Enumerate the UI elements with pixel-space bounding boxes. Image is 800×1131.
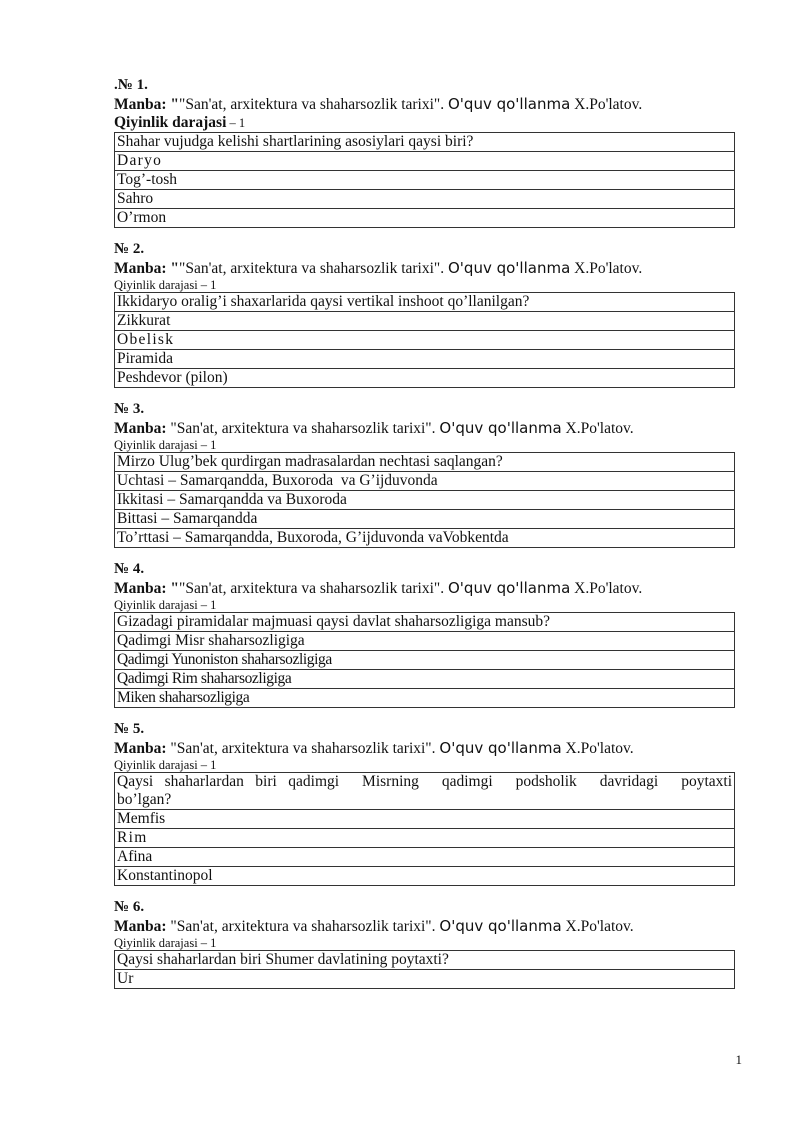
difficulty-line: Qiyinlik darajasi – 1 [114, 598, 217, 612]
question-number: № 3. [114, 401, 145, 417]
answer-option: Qadimgi Misr shaharsozligiga [115, 632, 735, 651]
question-number: № 5. [114, 721, 145, 737]
answer-option: O’rmon [115, 209, 735, 228]
source-label: Manba: [114, 918, 167, 935]
source-label: Manba: [114, 96, 167, 113]
source-label: Manba: [114, 260, 167, 277]
source-type: O'quv qo'llanma [448, 259, 571, 277]
question-text: Gizadagi piramidalar majmuasi qaysi davlat shaharsozligiga mansub? [115, 613, 735, 632]
source-line: Manba: ""San'at, arxitektura va shaharsozlik tarixi". O'quv qo'llanma X.Po'latov. [114, 579, 643, 597]
question-text: Qaysi shaharlardan biri Shumer davlatining poytaxti? [115, 951, 735, 970]
question-number: .№ 1. [114, 77, 148, 93]
difficulty-label: Qiyinlik darajasi [114, 114, 227, 131]
document-page [114, 76, 740, 1001]
answer-option: Miken shaharsozligiga [115, 689, 735, 708]
answer-option: Daryo [115, 152, 735, 171]
source-author: X.Po'latov. [574, 96, 643, 113]
question-table [114, 772, 740, 886]
question-text: Shahar vujudga kelishi shartlarining asosiylari qaysi biri? [115, 133, 735, 152]
answer-option: Ikkitasi – Samarqandda va Buxoroda [115, 491, 735, 510]
answer-option: Piramida [115, 350, 735, 369]
source-label: Manba: [114, 420, 167, 437]
source-type: O'quv qo'llanma [439, 419, 562, 437]
answer-option: Obelisk [115, 331, 735, 350]
source-line [114, 739, 736, 758]
question-text: Qaysi shaharlardan biri qadimgi Misrning qadimgi podsholik davridagi poytaxti bo’lgan? [115, 773, 735, 810]
question-table [114, 132, 735, 228]
source-author: X.Po'latov. [574, 580, 643, 597]
source-type: O'quv qo'llanma [448, 579, 571, 597]
question-number: № 4. [114, 561, 145, 577]
question-block-3 [114, 400, 736, 548]
source-type: O'quv qo'llanma [439, 739, 562, 757]
difficulty-line: Qiyinlik darajasi – 1 [114, 438, 217, 452]
question-number: № 6. [114, 899, 145, 915]
source-title: "San'at, arxitektura va shaharsozlik tarixi". [170, 420, 436, 437]
question-text: Mirzo Ulug’bek qurdirgan madrasalardan nechtasi saqlangan? [115, 453, 735, 472]
source-title: "San'at, arxitektura va shaharsozlik tarixi". [170, 740, 436, 757]
question-table [114, 612, 735, 708]
source-title: "San'at, arxitektura va shaharsozlik tarixi". [170, 918, 436, 935]
answer-option: Bittasi – Samarqandda [115, 510, 735, 529]
question-table [114, 292, 735, 388]
source-author: X.Po'latov. [565, 918, 634, 935]
source-label: Manba: [114, 740, 167, 757]
difficulty-value: – 1 [226, 116, 246, 130]
source-line [114, 419, 736, 438]
answer-option: Tog’-tosh [115, 171, 735, 190]
source-line: Manba: ""San'at, arxitektura va shaharsozlik tarixi". O'quv qo'llanma X.Po'latov. [114, 95, 643, 113]
difficulty-line: Qiyinlik darajasi – 1 [114, 758, 217, 772]
page-number: 1 [735, 1052, 742, 1067]
question-table [114, 950, 735, 989]
answer-option: Sahro [115, 190, 735, 209]
answer-option: Qadimgi Rim shaharsozligiga [115, 670, 735, 689]
source-title: "San'at, arxitektura va shaharsozlik tarixi". [179, 260, 445, 277]
answer-option: Zikkurat [115, 312, 735, 331]
answer-option: Memfis [115, 810, 735, 829]
source-label: Manba: [114, 580, 167, 597]
answer-option: Ur [115, 970, 735, 989]
answer-option: Peshdevor (pilon) [115, 369, 735, 388]
question-block-5 [114, 720, 740, 886]
question-block-1 [114, 76, 736, 228]
source-type: O'quv qo'llanma [448, 95, 571, 113]
question-text: Ikkidaryo oralig’i shaxarlarida qaysi vertikal inshoot qo’llanilgan? [115, 293, 735, 312]
answer-option: Rim [115, 829, 735, 848]
question-block-6 [114, 898, 736, 989]
source-author: X.Po'latov. [574, 260, 643, 277]
difficulty-line [114, 114, 736, 132]
difficulty-line: Qiyinlik darajasi – 1 [114, 278, 217, 292]
question-number: № 2. [114, 241, 145, 257]
answer-option: To’rttasi – Samarqandda, Buxoroda, G’ijduvonda vaVobkentda [115, 529, 735, 548]
source-title: "San'at, arxitektura va shaharsozlik tarixi". [179, 96, 445, 113]
answer-option: Konstantinopol [115, 867, 735, 886]
difficulty-line: Qiyinlik darajasi – 1 [114, 936, 217, 950]
source-author: X.Po'latov. [565, 740, 634, 757]
answer-option: Uchtasi – Samarqandda, Buxoroda va G’ijduvonda [115, 472, 735, 491]
question-block-2 [114, 240, 736, 388]
question-table [114, 452, 735, 548]
answer-option: Afina [115, 848, 735, 867]
source-line: Manba: ""San'at, arxitektura va shaharsozlik tarixi". O'quv qo'llanma X.Po'latov. [114, 259, 643, 277]
source-author: X.Po'latov. [565, 420, 634, 437]
source-line [114, 917, 736, 936]
answer-option: Qadimgi Yunoniston shaharsozligiga [115, 651, 735, 670]
question-block-4 [114, 560, 736, 708]
source-title: "San'at, arxitektura va shaharsozlik tarixi". [179, 580, 445, 597]
source-type: O'quv qo'llanma [439, 917, 562, 935]
